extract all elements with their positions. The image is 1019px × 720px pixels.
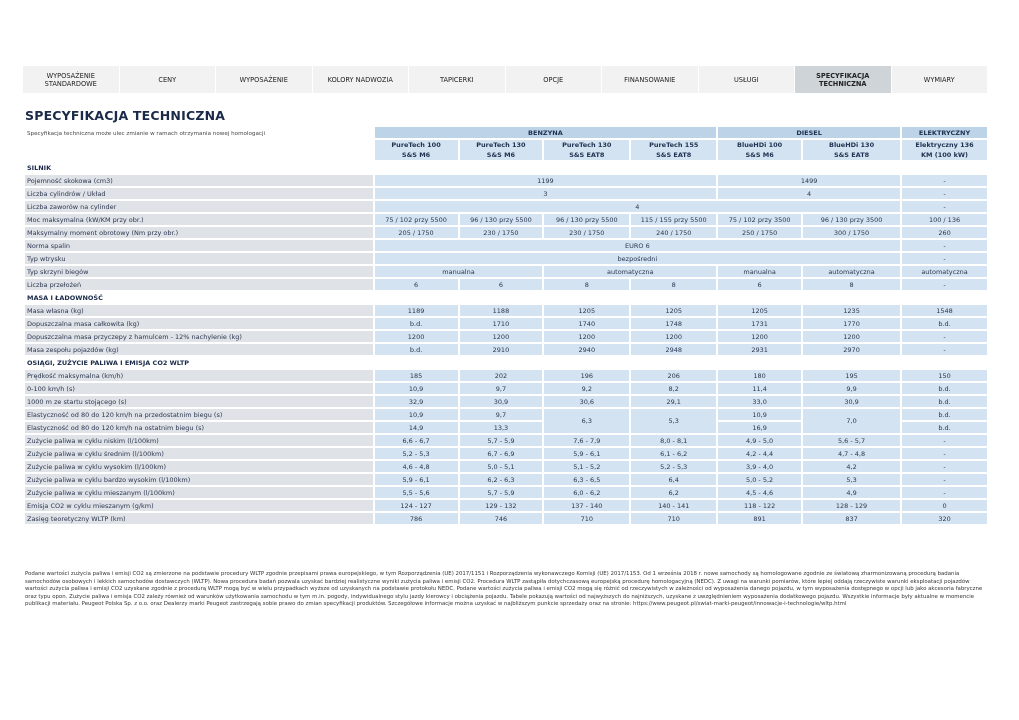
cell: 5,5 - 5,6 (375, 487, 458, 498)
cell: 891 (718, 513, 801, 524)
cell: 6,3 - 6,5 (544, 474, 629, 485)
group-benzyna: BENZYNA (375, 127, 717, 138)
cell: 1748 (631, 318, 716, 329)
model-header: PureTech 155 S&S EAT8 (631, 140, 716, 160)
cell: 10,9 (718, 409, 801, 420)
cell: 1731 (718, 318, 801, 329)
cell: 75 / 102 przy 5500 (375, 214, 458, 225)
nav-item-opcje[interactable]: OPCJE (506, 66, 603, 93)
cell: 1740 (544, 318, 629, 329)
model-header: Elektryczny 136 KM (100 kW) (902, 140, 987, 160)
cell: 180 (718, 370, 801, 381)
cell: 1548 (902, 305, 987, 316)
cell: 5,2 - 5,3 (631, 461, 716, 472)
cell: 1200 (544, 331, 629, 342)
cell: 10,9 (375, 383, 458, 394)
cell: 230 / 1750 (460, 227, 543, 238)
table-row (25, 396, 987, 407)
cell: - (902, 461, 987, 472)
cell: 1199 (375, 175, 717, 186)
row-label: Zużycie paliwa w cyklu mieszanym (l/100km) (25, 487, 373, 498)
table-row (25, 344, 987, 355)
cell: 16,9 (718, 422, 801, 433)
cell: 1710 (460, 318, 543, 329)
cell: - (902, 188, 987, 199)
cell: 6,6 - 6,7 (375, 435, 458, 446)
cell: 10,9 (375, 409, 458, 420)
cell: 206 (631, 370, 716, 381)
nav-item-finansowanie[interactable]: FINANSOWANIE (602, 66, 699, 93)
cell: 75 / 102 przy 3500 (718, 214, 801, 225)
cell: - (902, 279, 987, 290)
group-electric: ELEKTRYCZNY (902, 127, 987, 138)
row-label: Emisja CO2 w cyklu mieszanym (g/km) (25, 500, 373, 511)
table-row (25, 175, 987, 186)
cell: - (902, 344, 987, 355)
table-row (25, 227, 987, 238)
row-label: Typ skrzyni biegów (25, 266, 373, 277)
cell: 14,9 (375, 422, 458, 433)
table-row (25, 266, 987, 277)
cell: 30,9 (803, 396, 900, 407)
cell: 202 (460, 370, 543, 381)
cell: 1200 (803, 331, 900, 342)
cell: 5,7 - 5,9 (460, 435, 543, 446)
cell: b.d. (902, 396, 987, 407)
cell: 3,9 - 4,0 (718, 461, 801, 472)
cell: 6,2 (631, 487, 716, 498)
cell: 4,7 - 4,8 (803, 448, 900, 459)
cell: 129 - 132 (460, 500, 543, 511)
cell: automatyczna (803, 266, 900, 277)
cell: 5,3 (803, 474, 900, 485)
row-label: Maksymalny moment obrotowy (Nm przy obr.) (25, 227, 373, 238)
table-row (25, 500, 987, 511)
section-heading-osiagi: OSIĄGI, ZUŻYCIE PALIWA I EMISJA CO2 WLTP (27, 358, 190, 367)
cell: 2910 (460, 344, 543, 355)
nav-item-wymiary[interactable]: WYMIARY (923, 75, 955, 84)
cell: 7,0 (803, 409, 900, 433)
row-label: 1000 m ze startu stojącego (s) (25, 396, 373, 407)
cell: 1189 (375, 305, 458, 316)
cell: 30,6 (544, 396, 629, 407)
cell: - (902, 487, 987, 498)
cell: 6,7 - 6,9 (460, 448, 543, 459)
row-label: Zasięg teoretyczny WLTP (km) (25, 513, 373, 524)
cell: 300 / 1750 (803, 227, 900, 238)
table-row (25, 370, 987, 381)
cell: 4,2 (803, 461, 900, 472)
cell: 4,6 - 4,8 (375, 461, 458, 472)
table-row (25, 253, 987, 264)
cell: - (902, 474, 987, 485)
subtitle: Specyfikacja techniczna może ulec zmianie w ramach otrzymania nowej homologacji (27, 131, 266, 137)
table-row (25, 279, 987, 290)
row-label: Zużycie paliwa w cyklu bardzo wysokim (l/100km) (25, 474, 373, 485)
cell: 9,7 (460, 383, 543, 394)
cell: 786 (375, 513, 458, 524)
cell: automatyczna (902, 266, 987, 277)
cell: 2931 (718, 344, 801, 355)
cell: 6 (718, 279, 801, 290)
table-row (25, 305, 987, 316)
cell: 1188 (460, 305, 543, 316)
cell: 3 (375, 188, 717, 199)
cell: 4 (375, 201, 900, 212)
nav-item-tapicerki[interactable]: TAPICERKI (409, 66, 506, 93)
cell: b.d. (902, 422, 987, 433)
cell: 6,0 - 6,2 (544, 487, 629, 498)
cell: 1770 (803, 318, 900, 329)
cell: automatyczna (544, 266, 716, 277)
row-label: Zużycie paliwa w cyklu wysokim (l/100km) (25, 461, 373, 472)
table-row (25, 188, 987, 199)
cell: 1200 (631, 331, 716, 342)
cell: 7,6 - 7,9 (544, 435, 629, 446)
model-header: PureTech 100 S&S M6 (375, 140, 458, 160)
cell: 5,6 - 5,7 (803, 435, 900, 446)
cell: 6,4 (631, 474, 716, 485)
cell: 320 (902, 513, 987, 524)
cell: 8 (544, 279, 629, 290)
cell: 710 (631, 513, 716, 524)
cell: 150 (902, 370, 987, 381)
model-header: BlueHDi 130 S&S EAT8 (803, 140, 900, 160)
table-row (25, 448, 987, 459)
row-label: Elastyczność od 80 do 120 km/h na przedostatnim biegu (s) (25, 409, 373, 420)
cell: 710 (544, 513, 629, 524)
cell: 96 / 130 przy 5500 (544, 214, 629, 225)
nav-item-wyposazenie-standardowe[interactable]: WYPOSAŻENIE STANDARDOWE (23, 66, 120, 93)
cell: 5,3 (631, 409, 716, 433)
table-row (25, 318, 987, 329)
cell: 2970 (803, 344, 900, 355)
cell: 1200 (718, 331, 801, 342)
cell: 1499 (718, 175, 900, 186)
cell: 185 (375, 370, 458, 381)
cell: manualna (718, 266, 801, 277)
cell: 8,2 (631, 383, 716, 394)
cell: 205 / 1750 (375, 227, 458, 238)
cell: 1235 (803, 305, 900, 316)
row-label: Elastyczność od 80 do 120 km/h na ostatnim biegu (s) (25, 422, 373, 433)
cell: manualna (375, 266, 543, 277)
row-label: Dopuszczalna masa całkowita (kg) (25, 318, 373, 329)
model-header: PureTech 130 S&S EAT8 (544, 140, 629, 160)
cell: 746 (460, 513, 543, 524)
cell: 1200 (375, 331, 458, 342)
cell: 240 / 1750 (631, 227, 716, 238)
table-row (25, 474, 987, 485)
cell: 5,0 - 5,1 (460, 461, 543, 472)
cell: 32,9 (375, 396, 458, 407)
cell: 4,9 - 5,0 (718, 435, 801, 446)
section-heading-masa: MASA I ŁADOWNOŚĆ (27, 293, 103, 302)
cell: - (902, 448, 987, 459)
row-label: 0-100 km/h (s) (25, 383, 373, 394)
table-row (25, 513, 987, 524)
cell: b.d. (375, 344, 458, 355)
cell: 96 / 130 przy 3500 (803, 214, 900, 225)
table-row (25, 409, 987, 420)
cell: 128 - 129 (803, 500, 900, 511)
table-row (25, 487, 987, 498)
cell: 230 / 1750 (544, 227, 629, 238)
cell: 4,5 - 4,6 (718, 487, 801, 498)
cell: 137 - 140 (544, 500, 629, 511)
cell: - (902, 435, 987, 446)
cell: EURO 6 (375, 240, 900, 251)
cell: 2940 (544, 344, 629, 355)
row-label: Liczba cylindrów / Układ (25, 188, 373, 199)
model-header: PureTech 130 S&S M6 (460, 140, 543, 160)
cell: 9,9 (803, 383, 900, 394)
cell: 5,0 - 5,2 (718, 474, 801, 485)
row-label: Liczba zaworów na cylinder (25, 201, 373, 212)
cell: 33,0 (718, 396, 801, 407)
cell: 196 (544, 370, 629, 381)
cell: - (902, 331, 987, 342)
page-title: SPECYFIKACJA TECHNICZNA (25, 108, 226, 123)
cell: 5,9 - 6,1 (544, 448, 629, 459)
cell: b.d. (375, 318, 458, 329)
cell: b.d. (902, 409, 987, 420)
footnote: Podane wartości zużycia paliwa i emisji CO2 są zmierzone na podstawie procedury WLTP zgodnie przepisami prawa europejskiego, w tym Rozporządzenia (UE) 2017/1151 i Rozporządzenia wykonawczego Komisji (UE) 2017/1153. Od 1 września 2018 r. nowe samochody są homologowane zgodnie ze światową zharmonizowaną procedurą badania samochodów osobowych i lekkich samochodów dostawczych (WLTP). Nowa procedura badań pozwala uzyskać bardziej realistyczne wyniki zużycia paliwa i emisji CO2. Procedura WLTP zastąpiła dotychczasową europejską procedurę homologacyjną (NEDC). Z uwagi na warunki pomiarów, które lepiej oddają rzeczywiste warunki eksploatacji pojazdów wartości zużycia paliwa i emisji CO2 uzyskane zgodnie z procedurą WLTP mogą być w wielu przypadkach wyższe od uzyskanych na podstawie protokołu NEDC. Podane wartości zużycia paliwa i emisji CO2 mogą się różnić od rzeczywistych w zależności od wyposażenia danego pojazdu, w tym wyposażenia dostępnego w opcji lub jako akcesoria fabryczne oraz typu opon. Zużycie paliwa i emisja CO2 zależy również od warunków użytkowania samochodu w tym m.in. pogody, indywidualnego stylu jazdy kierowcy i obciążenia pojazdu. Tabele pokazują wartości od najwyższych do najniższych, uzyskane z uwzględnieniem wyposażenia dodatkowego pojazdu. Wszystkie informacje były aktualne w momencie publikacji materiału. Peugeot Polska Sp. z o.o. oraz Dealerzy marki Peugeot zastrzegają sobie prawo do zmian specyfikacji produktów. Szczegółowe informacje można uzyskać w najbliższym punkcie sprzedaży oraz na stronie: https://www.peugeot.pl/swiat-marki-peugeot/innowacje-i-technologie/wltp.html (25, 571, 983, 608)
cell: 6 (375, 279, 458, 290)
cell: 8 (631, 279, 716, 290)
row-label: Zużycie paliwa w cyklu niskim (l/100km) (25, 435, 373, 446)
cell: 260 (902, 227, 987, 238)
cell: - (902, 201, 987, 212)
cell: - (902, 175, 987, 186)
table-row (25, 331, 987, 342)
table-row (25, 214, 987, 225)
cell: 6 (460, 279, 543, 290)
cell: 4 (718, 188, 900, 199)
spec-table (23, 125, 989, 526)
cell: 4,2 - 4,4 (718, 448, 801, 459)
top-navigation (23, 66, 987, 93)
row-label: Liczba przełożeń (25, 279, 373, 290)
cell: 1205 (718, 305, 801, 316)
cell: 8 (803, 279, 900, 290)
cell: 140 - 141 (631, 500, 716, 511)
cell: 5,2 - 5,3 (375, 448, 458, 459)
row-label: Masa zespołu pojazdów (kg) (25, 344, 373, 355)
row-label: Zużycie paliwa w cyklu średnim (l/100km) (25, 448, 373, 459)
nav-item-wyposazenie[interactable]: WYPOSAŻENIE (216, 66, 313, 93)
table-row (25, 461, 987, 472)
nav-item-kolory-nadwozia[interactable]: KOLORY NADWOZIA (313, 66, 410, 93)
table-row (25, 201, 987, 212)
cell: - (902, 253, 987, 264)
cell: 250 / 1750 (718, 227, 801, 238)
cell: 1200 (460, 331, 543, 342)
row-label: Norma spalin (25, 240, 373, 251)
cell: 0 (902, 500, 987, 511)
cell: 6,1 - 6,2 (631, 448, 716, 459)
cell: 837 (803, 513, 900, 524)
cell: 6,2 - 6,3 (460, 474, 543, 485)
cell: 30,9 (460, 396, 543, 407)
row-label: Masa własna (kg) (25, 305, 373, 316)
nav-item-specyfikacja-techniczna[interactable]: SPECYFIKACJA TECHNICZNA (795, 66, 892, 93)
table-row (25, 240, 987, 251)
cell: 4,9 (803, 487, 900, 498)
cell: 5,9 - 6,1 (375, 474, 458, 485)
cell: 115 / 155 przy 5500 (631, 214, 716, 225)
row-label: Typ wtrysku (25, 253, 373, 264)
cell: 6,3 (544, 409, 629, 433)
group-diesel: DIESEL (718, 127, 900, 138)
cell: b.d. (902, 318, 987, 329)
cell: 9,2 (544, 383, 629, 394)
row-label: Prędkość maksymalna (km/h) (25, 370, 373, 381)
section-heading-silnik: SILNIK (27, 163, 52, 172)
cell: b.d. (902, 383, 987, 394)
table-row (25, 383, 987, 394)
cell: bezpośredni (375, 253, 900, 264)
cell: 124 - 127 (375, 500, 458, 511)
row-label: Moc maksymalna (kW/KM przy obr.) (25, 214, 373, 225)
row-label: Pojemność skokowa (cm3) (25, 175, 373, 186)
cell: - (902, 240, 987, 251)
row-label: Dopuszczalna masa przyczepy z hamulcem - 12% nachylenie (kg) (25, 331, 373, 342)
cell: 11,4 (718, 383, 801, 394)
cell: 5,1 - 5,2 (544, 461, 629, 472)
nav-item-uslugi[interactable]: USŁUGI (699, 66, 796, 93)
cell: 100 / 136 (902, 214, 987, 225)
model-header: BlueHDi 100 S&S M6 (718, 140, 801, 160)
cell: 5,7 - 5,9 (460, 487, 543, 498)
table-row (25, 435, 987, 446)
cell: 1205 (631, 305, 716, 316)
nav-item-ceny[interactable]: CENY (120, 66, 217, 93)
cell: 2948 (631, 344, 716, 355)
cell: 1205 (544, 305, 629, 316)
cell: 96 / 130 przy 5500 (460, 214, 543, 225)
cell: 8,0 - 8,1 (631, 435, 716, 446)
cell: 9,7 (460, 409, 543, 420)
cell: 29,1 (631, 396, 716, 407)
cell: 13,3 (460, 422, 543, 433)
cell: 195 (803, 370, 900, 381)
cell: 118 - 122 (718, 500, 801, 511)
